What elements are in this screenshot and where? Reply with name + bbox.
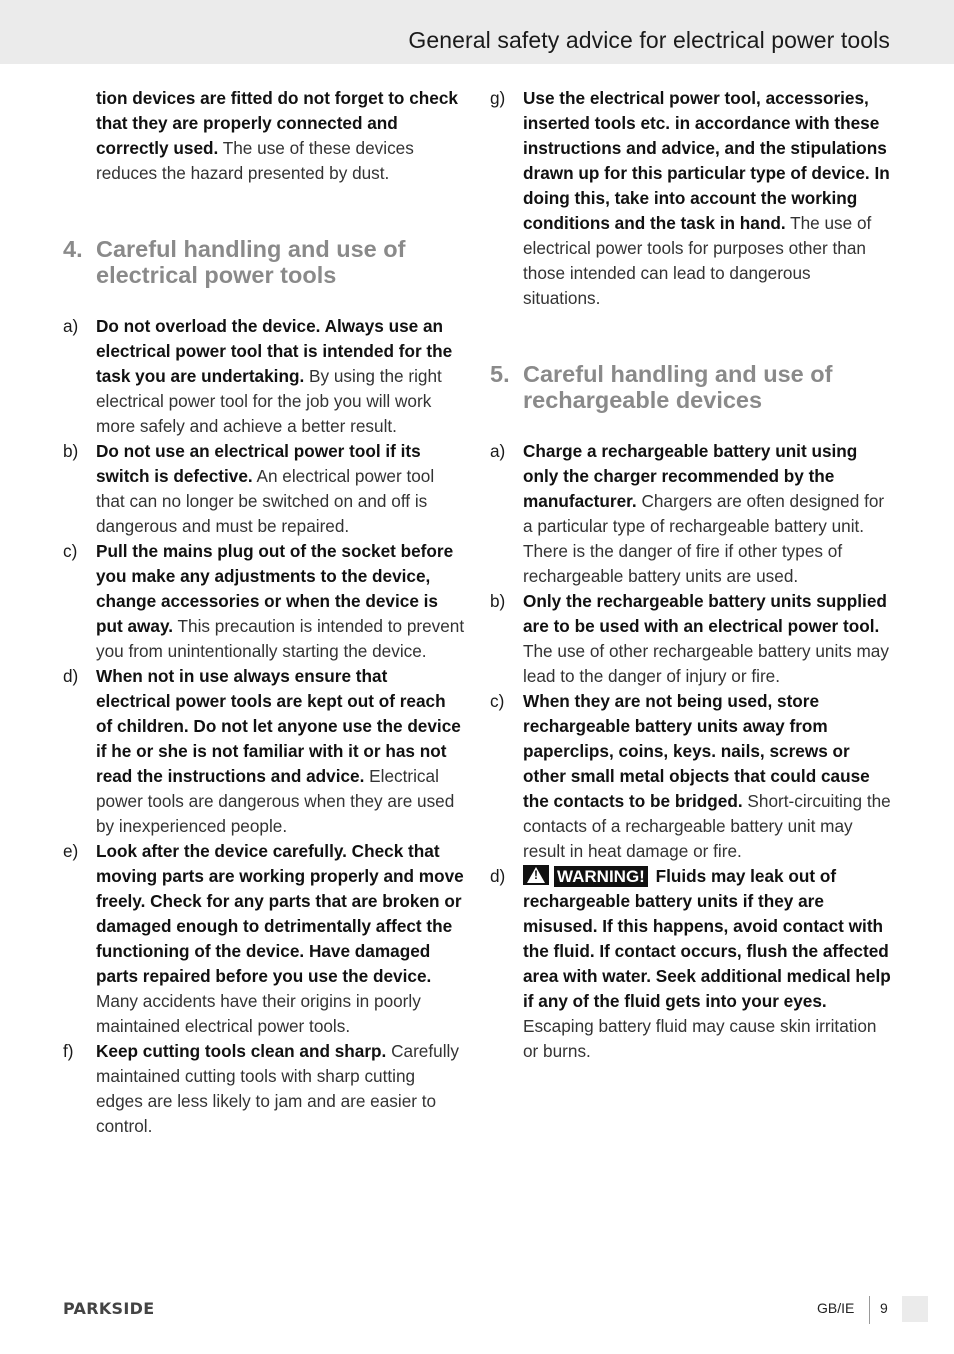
footer-divider (869, 1296, 870, 1324)
right-column (490, 86, 892, 1064)
list-item: a) Charge a rechargeable battery unit using only the charger recommended by the manufacturer. Chargers are often designed for a particular type of rechargeable battery unit. There is the danger of fire if other types of rechargeable battery units are used. (490, 441, 885, 586)
list-item: f) Keep cutting tools clean and sharp. Carefully maintained cutting tools with sharp cutting edges are less likely to jam and are easier to control. (63, 1041, 459, 1136)
list-item: d) When not in use always ensure that electrical power tools are kept out of reach of children. Do not let anyone use the device if he or she is not familiar with it or has not read the instructions and advice. Electrical power tools are dangerous when they are used by inexperienced people. (63, 666, 461, 836)
intro-bold: tion devices are fitted do not forget to check that they are properly connected and correctly used. (96, 88, 458, 158)
list-item: e) Look after the device carefully. Check that moving parts are working properly and move freely. Check for any parts that are broken or damaged enough to detrimentally affect the functioning of the device. Have damaged parts repaired before you use the device. Many accidents have their origins in poorly maintained electrical power tools. (63, 841, 464, 1036)
footer-tab-marker (902, 1296, 928, 1322)
warning-badge: WARNING! (554, 866, 648, 887)
section-5-heading: 5. Careful handling and use of rechargeable devices (490, 361, 833, 413)
list-item: a) Do not overload the device. Always use an electrical power tool that is intended for the task you are undertaking. By using the right electrical power tool for the job you will work more safely and achieve a better result. (63, 316, 453, 436)
page-header (0, 0, 954, 64)
list-item: b) Only the rechargeable battery units supplied are to be used with an electrical power tool. The use of other rechargeable battery units may lead to the danger of injury or fire. (490, 591, 889, 686)
list-item: c) When they are not being used, store rechargeable battery units away from paperclips, coins, keys. nails, screws or other small metal objects that could cause the contacts to be bridged. Short-circuiting the contacts of a rechargeable battery unit may result in heat damage or fire. (490, 691, 891, 861)
section-4-heading: 4. Careful handling and use of electrical power tools (63, 236, 406, 288)
intro-paragraph (63, 86, 465, 186)
list-item: g) Use the electrical power tool, accessories, inserted tools etc. in accordance with these instructions and advice, and the stipulations drawn up for this particular type of device. In doing this, take into account the working conditions and the task in hand. The use of electrical power tools for purposes other than those intended can lead to dangerous situations. (490, 88, 890, 308)
page-number: 9 (880, 1300, 888, 1316)
list-item: d) ! WARNING! Fluids may leak out of rechargeable battery units if they are misused. If this happens, avoid contact with the fluid. If contact occurs, flush the affected area with water. Seek additional medical help if any of the fluid gets into your eyes. Escaping battery fluid may cause skin irritation or burns. (490, 866, 891, 1061)
intro-text: The use of these devices reduces the hazard presented by dust. (96, 138, 414, 183)
left-column (63, 86, 465, 1139)
warning-triangle-icon: ! (523, 865, 549, 885)
list-item: c) Pull the mains plug out of the socket before you make any adjustments to the device, change accessories or when the device is put away. This precaution is intended to prevent you from unintentionally starting the device. (63, 541, 465, 661)
brand-logo: PARKSIDE (63, 1299, 155, 1318)
language-code: GB/IE (817, 1300, 855, 1316)
page-title: General safety advice for electrical power tools (408, 27, 890, 53)
list-item: b) Do not use an electrical power tool if its switch is defective. An electrical power tool that can no longer be switched on and off is dangerous and must be repaired. (63, 441, 435, 536)
